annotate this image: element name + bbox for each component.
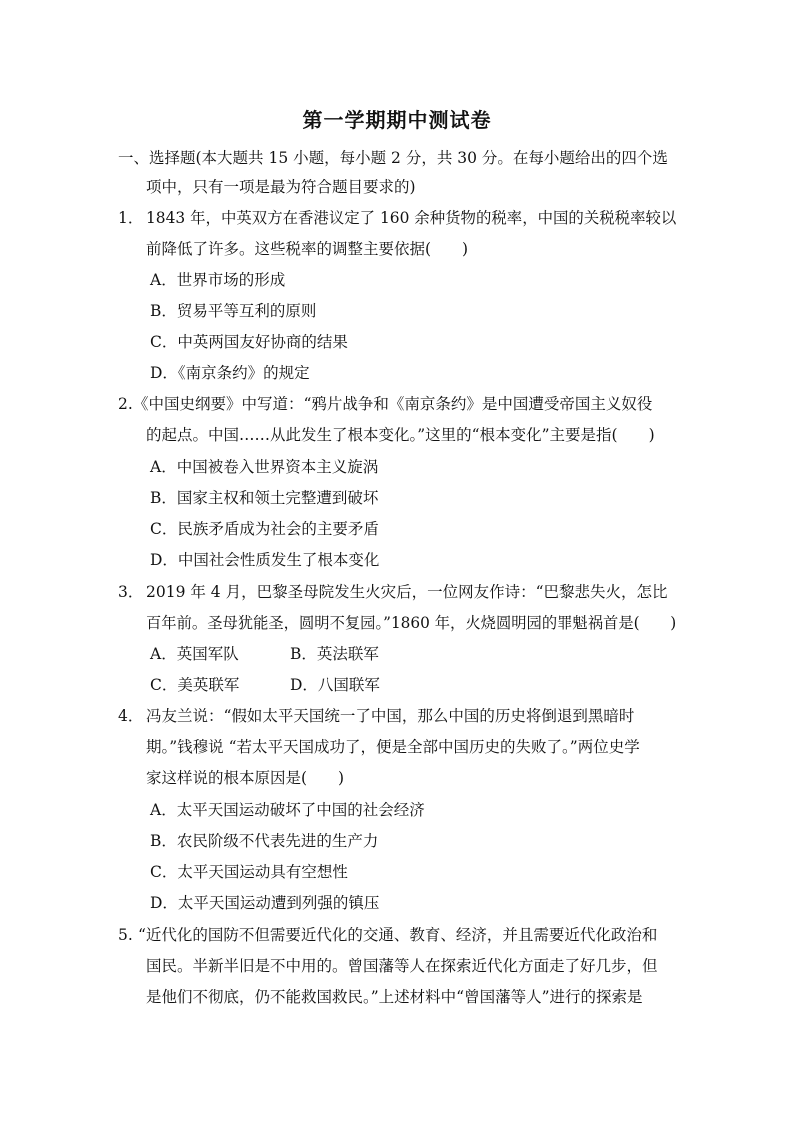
question-stem-line: 期。”钱穆说 “若太平天国成功了，便是全部中国历史的失败了。”两位史学 <box>146 738 640 756</box>
question-stem-line: 冯友兰说：“假如太平天国统一了中国，那么中国的历史将倒退到黑暗时 <box>146 707 635 725</box>
option-d: D．太平天国运动遭到列强的镇压 <box>150 894 380 912</box>
option-c: C．美英联军 <box>150 676 240 694</box>
option-c: C．太平天国运动具有空想性 <box>150 863 348 881</box>
question-stem-line: 1843 年，中英双方在香港议定了 160 余种货物的税率，中国的关税税率较以 <box>146 209 677 227</box>
section-heading-line-2: 项中，只有一项是最为符合题目要求的) <box>146 178 416 196</box>
question-number: 3． <box>118 583 144 601</box>
question-stem-line: 国民。半新半旧是不中用的。曾国藩等人在探索近代化方面走了好几步，但 <box>146 957 658 975</box>
option-d: D．《南京条约》的规定 <box>150 364 310 382</box>
question-stem-line: “近代化的国防不但需要近代化的交通、教育、经济，并且需要近代化政治和 <box>138 926 658 944</box>
question-stem-line: 家这样说的根本原因是( ) <box>146 769 345 787</box>
option-a: A．英国军队 <box>150 645 239 663</box>
option-d: D．中国社会性质发生了根本变化 <box>150 551 380 569</box>
question-stem-line: 的起点。中国……从此发生了根本变化。”这里的“根本变化”主要是指( ) <box>146 426 655 444</box>
question-stem-line: 是他们不彻底，仍不能救国救民。”上述材料中“曾国藩等人”进行的探索是 <box>146 988 643 1006</box>
option-b: B．农民阶级不代表先进的生产力 <box>150 832 379 850</box>
question-number: 4． <box>118 707 144 725</box>
option-b: B．贸易平等互利的原则 <box>150 302 317 320</box>
page-title: 第一学期期中测试卷 <box>302 108 492 132</box>
option-c: C．中英两国友好协商的结果 <box>150 333 348 351</box>
option-b: B．英法联军 <box>290 645 379 663</box>
option-a: A．世界市场的形成 <box>150 271 286 289</box>
option-b: B．国家主权和领土完整遭到破坏 <box>150 489 379 507</box>
question-stem-line: 《中国史纲要》中写道：“鸦片战争和《南京条约》是中国遭受帝国主义奴役 <box>133 395 653 413</box>
option-d: D．八国联军 <box>290 676 380 694</box>
option-a: A．太平天国运动破坏了中国的社会经济 <box>150 801 425 819</box>
question-stem-line: 前降低了许多。这些税率的调整主要依据( ) <box>146 240 469 258</box>
question-stem-line: 2019 年 4 月，巴黎圣母院发生火灾后，一位网友作诗：“巴黎悲失火，怎比 <box>146 583 668 601</box>
option-c: C．民族矛盾成为社会的主要矛盾 <box>150 520 379 538</box>
question-number: 5. <box>118 926 133 944</box>
option-a: A．中国被卷入世界资本主义旋涡 <box>150 458 379 476</box>
question-number: 2. <box>118 395 133 413</box>
question-number: 1． <box>118 209 144 227</box>
question-stem-line: 百年前。圣母犹能圣，圆明不复园。”1860 年，火烧圆明园的罪魁祸首是( ) <box>146 614 677 632</box>
section-heading-line-1: 一、选择题(本大题共 15 小题，每小题 2 分，共 30 分。在每小题给出的四个选 <box>118 149 668 167</box>
